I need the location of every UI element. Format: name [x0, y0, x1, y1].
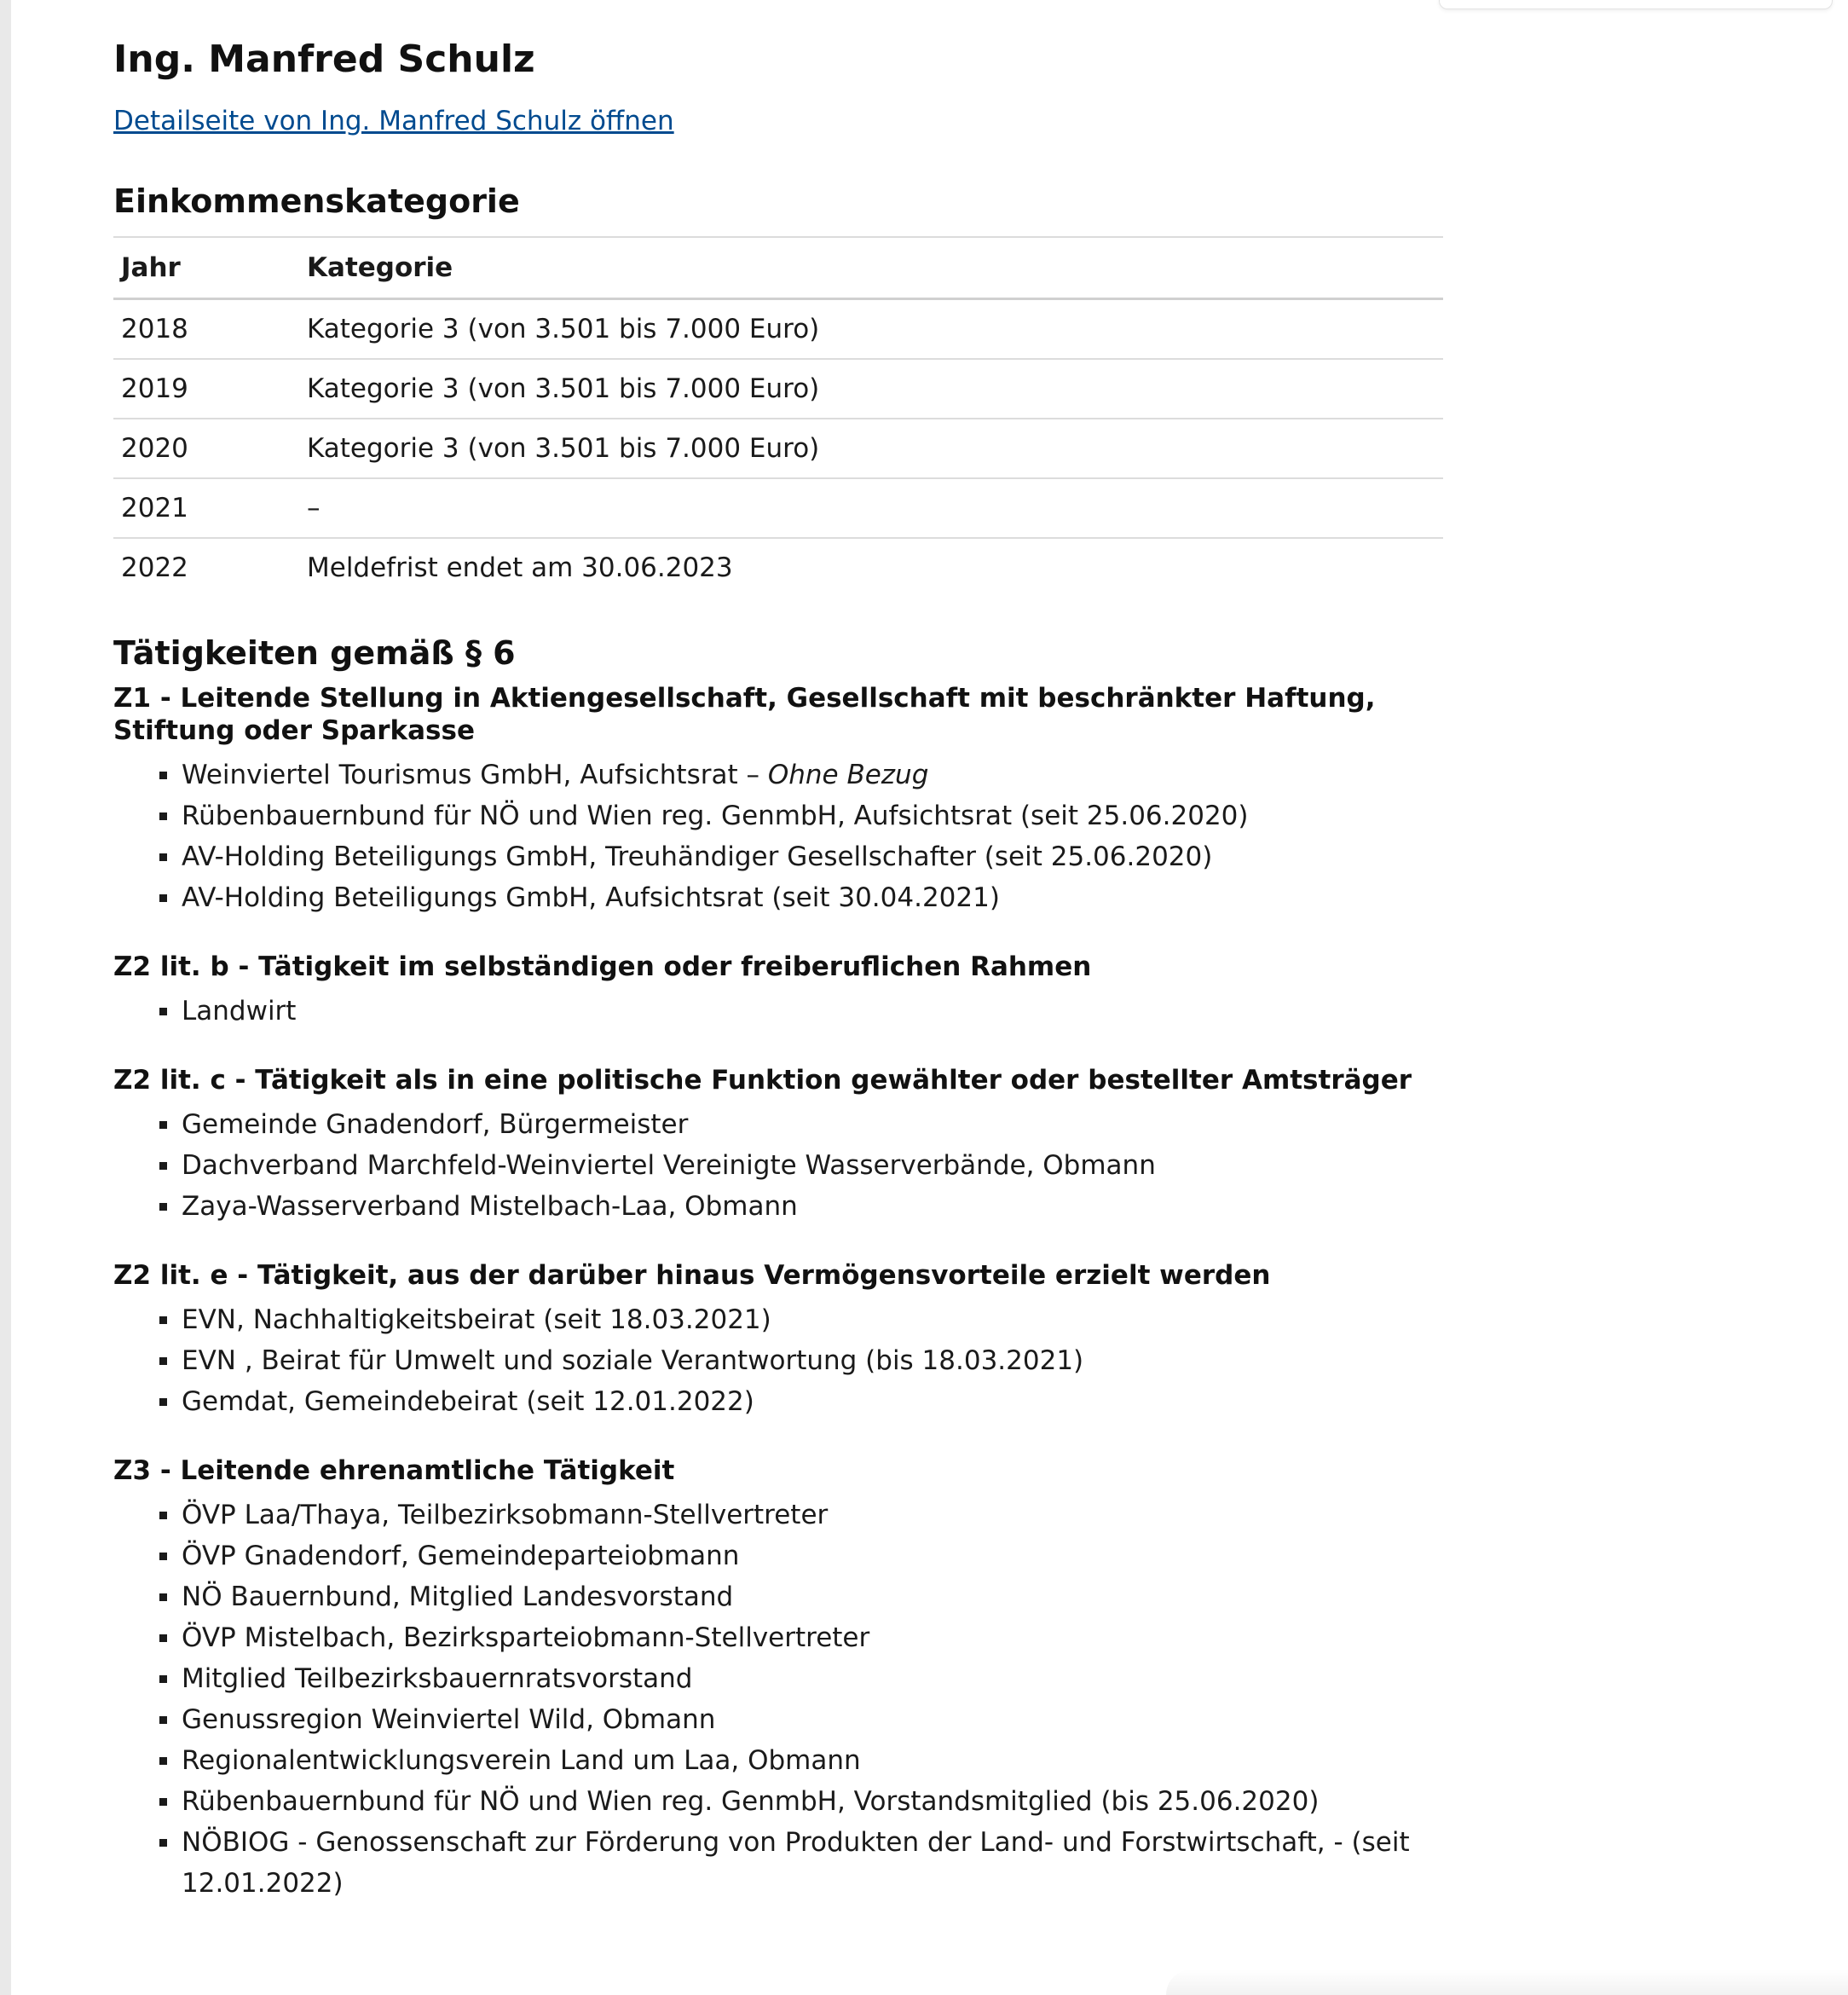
table-row: [113, 538, 1443, 597]
group-title: Z1 - Leitende Stellung in Aktiengesellschaft, Gesellschaft mit beschränkter Haftung, Stiftung oder Sparkasse: [113, 683, 1376, 746]
list-item: Rübenbauernbund für NÖ und Wien reg. GenmbH, Aufsichtsrat (seit 25.06.2020): [182, 795, 1443, 836]
list-item: AV-Holding Beteiligungs GmbH, Aufsichtsrat (seit 30.04.2021): [182, 877, 1443, 918]
activity-group-z2b: [113, 951, 1443, 1032]
table-row: [113, 299, 1443, 360]
list-item: Regionalentwicklungsverein Land um Laa, Obmann: [182, 1740, 1443, 1781]
column-header-category: Kategorie: [299, 237, 1443, 299]
list-item: [182, 755, 1443, 795]
year-cell: 2018: [113, 299, 299, 360]
income-category-heading: Einkommenskategorie: [113, 182, 520, 220]
list-item: Mitglied Teilbezirksbauernratsvorstand: [182, 1658, 1443, 1699]
group-title: Z2 lit. c - Tätigkeit als in eine politische Funktion gewählter oder bestellter Amtsträger: [113, 1065, 1412, 1096]
table-row: [113, 419, 1443, 478]
year-cell: 2022: [121, 552, 188, 583]
activity-items: [113, 755, 1443, 918]
list-item: Gemeinde Gnadendorf, Bürgermeister: [182, 1104, 1443, 1145]
activities-list: [113, 682, 1443, 1936]
activities-heading: Tätigkeiten gemäß § 6: [113, 634, 516, 672]
activity-items: [113, 1104, 1443, 1227]
list-item: Genussregion Weinviertel Wild, Obmann: [182, 1699, 1443, 1740]
activity-group-z2c: [113, 1064, 1443, 1227]
table-header-row: [113, 237, 1443, 299]
column-header-year: Jahr: [113, 237, 299, 299]
list-item: Dachverband Marchfeld-Weinviertel Vereinigte Wasserverbände, Obmann: [182, 1145, 1443, 1186]
activity-items: [113, 991, 1443, 1032]
category-cell: Kategorie 3 (von 3.501 bis 7.000 Euro): [299, 359, 1443, 419]
group-title: Z3 - Leitende ehrenamtliche Tätigkeit: [113, 1455, 675, 1486]
activity-group-z2e: [113, 1259, 1443, 1422]
list-item: EVN , Beirat für Umwelt und soziale Verantwortung (bis 18.03.2021): [182, 1340, 1443, 1381]
activity-items: [113, 1299, 1443, 1422]
emphasis-text: Ohne Bezug: [767, 760, 929, 790]
income-table: [113, 236, 1443, 597]
detail-page-link[interactable]: Detailseite von Ing. Manfred Schulz öffnen: [113, 106, 674, 136]
list-item: EVN, Nachhaltigkeitsbeirat (seit 18.03.2021): [182, 1299, 1443, 1340]
activity-group-z1: [113, 682, 1443, 918]
window-left-edge: [0, 0, 11, 1995]
list-item: NÖ Bauernbund, Mitglied Landesvorstand: [182, 1576, 1443, 1617]
year-cell: 2021: [113, 478, 299, 538]
category-cell: –: [299, 478, 1443, 538]
year-cell: 2020: [113, 419, 299, 478]
list-item: Gemdat, Gemeindebeirat (seit 12.01.2022): [182, 1381, 1443, 1422]
activity-items: [113, 1495, 1443, 1904]
overlay-panel-edge: [1439, 0, 1833, 9]
list-item: NÖBIOG - Genossenschaft zur Förderung von Produkten der Land- und Forstwirtschaft, - (seit 12.01.2022): [182, 1822, 1443, 1904]
list-item: ÖVP Gnadendorf, Gemeindeparteiobmann: [182, 1535, 1443, 1576]
person-name-heading: Ing. Manfred Schulz: [113, 38, 535, 81]
group-title: Z2 lit. e - Tätigkeit, aus der darüber hinaus Vermögensvorteile erzielt werden: [113, 1260, 1271, 1291]
list-item: ÖVP Mistelbach, Bezirksparteiobmann-Stellvertreter: [182, 1617, 1443, 1658]
activity-group-z3: [113, 1454, 1443, 1904]
category-cell: Kategorie 3 (von 3.501 bis 7.000 Euro): [299, 419, 1443, 478]
list-item: Landwirt: [182, 991, 1443, 1032]
bottom-overlay-shadow: [1166, 1969, 1848, 1995]
list-item-text: Weinviertel Tourismus GmbH, Aufsichtsrat –: [182, 760, 768, 790]
list-item: AV-Holding Beteiligungs GmbH, Treuhändiger Gesellschafter (seit 25.06.2020): [182, 836, 1443, 877]
table-row: [113, 359, 1443, 419]
table-row: [113, 478, 1443, 538]
category-cell: Meldefrist endet am 30.06.2023: [307, 552, 733, 583]
list-item: Rübenbauernbund für NÖ und Wien reg. GenmbH, Vorstandsmitglied (bis 25.06.2020): [182, 1781, 1443, 1822]
list-item: ÖVP Laa/Thaya, Teilbezirksobmann-Stellvertreter: [182, 1495, 1443, 1535]
year-cell: 2019: [113, 359, 299, 419]
list-item: Zaya-Wasserverband Mistelbach-Laa, Obmann: [182, 1186, 1443, 1227]
category-cell: Kategorie 3 (von 3.501 bis 7.000 Euro): [299, 299, 1443, 360]
group-title: Z2 lit. b - Tätigkeit im selbständigen oder freiberuflichen Rahmen: [113, 951, 1092, 982]
